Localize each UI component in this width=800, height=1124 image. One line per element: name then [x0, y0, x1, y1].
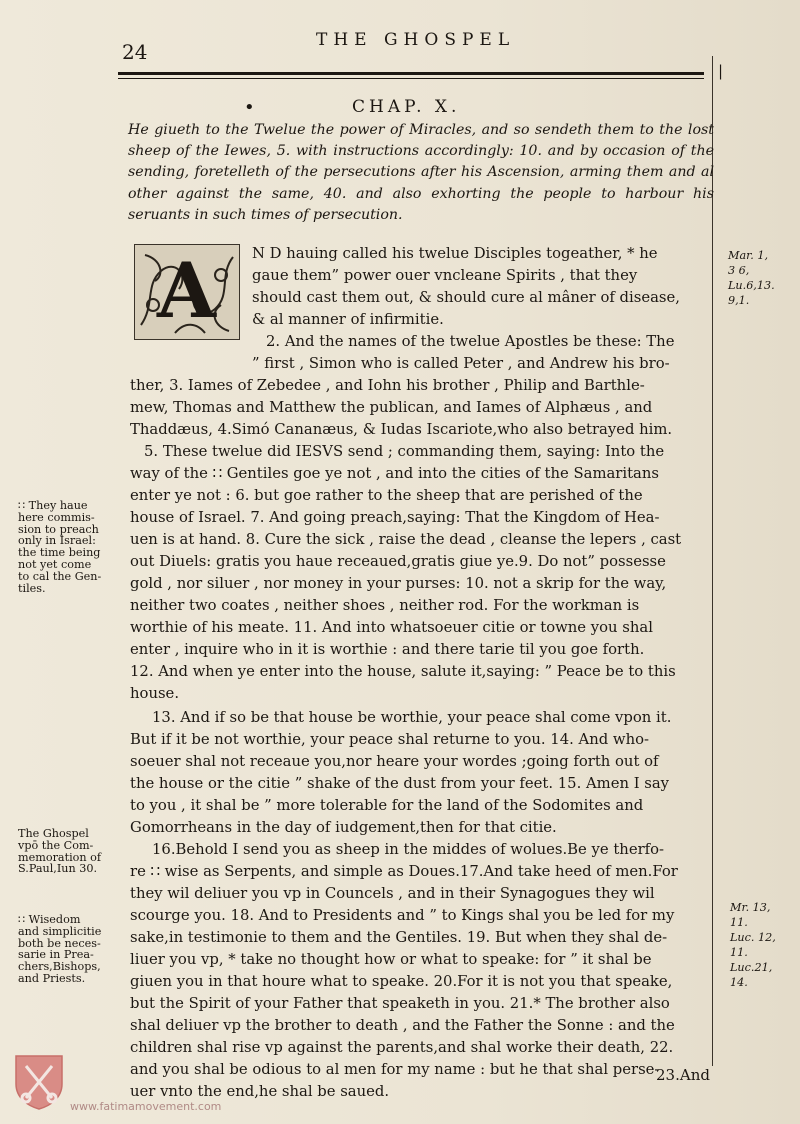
text-line: uen is at hand. 8. Cure the sick , raise the dead , cleanse the lepers , cast	[130, 531, 682, 548]
header-rule-thin	[118, 78, 704, 79]
text-line: re ∷ wise as Serpents, and simple as Doues.17.And take heed of men.For	[130, 863, 678, 880]
drop-cap-letter: A	[157, 246, 216, 335]
text-line: house.	[130, 685, 180, 702]
cross-reference-mark	[728, 248, 775, 308]
catchword: 23.And	[656, 1066, 710, 1084]
reference-line: 9,1.	[728, 294, 750, 307]
margin-note-line: ∷ Wisedom	[18, 913, 81, 926]
text-line: 2. And the names of the twelue Apostles be these: The	[266, 333, 675, 350]
text-line: & al manner of infirmitie.	[252, 311, 444, 328]
margin-note-line: only in Israel:	[18, 534, 96, 548]
text-line: the house or the citie ” shake of the dust from your feet. 15. Amen I say	[130, 775, 670, 792]
margin-tick: |	[718, 62, 724, 80]
text-line: way of the ∷ Gentiles goe ye not , and into the cities of the Samaritans	[130, 465, 659, 482]
margin-note-line: The Ghospel	[18, 827, 89, 840]
chapter-heading: CHAP. X.	[352, 97, 461, 117]
margin-note-line: and simplicitie	[18, 924, 102, 938]
text-line: children shal rise vp against the parents,and shal worke their death, 22.	[130, 1039, 674, 1056]
text-line: 12. And when ye enter into the house, salute it,saying: ” Peace be to this	[130, 663, 676, 680]
text-line: gold , nor siluer , nor money in your purses: 10. not a skrip for the way,	[130, 575, 667, 592]
reference-line: Mar. 1,	[728, 249, 769, 262]
reference-line: 11.	[730, 916, 748, 929]
text-line: they wil deliuer you vp in Councels , and in their Synagogues they wil	[130, 885, 655, 902]
margin-note-line: not yet come	[18, 557, 92, 571]
drop-cap	[134, 244, 240, 340]
margin-note-line: here commis-	[18, 510, 95, 524]
text-line: neither two coates , neither shoes , neither rod. For the workman is	[130, 597, 640, 614]
text-line: and you shal be odious to al men for my name : but he that shal perse-	[130, 1061, 660, 1078]
text-line: ther, 3. Iames of Zebedee , and Iohn his brother , Philip and Barthle-	[130, 377, 645, 394]
text-line: 5. These twelue did IESVS send ; commanding them, saying: Into the	[144, 443, 665, 460]
chapter-summary: He giueth to the Twelue the power of Miracles, and so sendeth them to the lost sheep of the Iewes, 5. with instructions accordingly: 10. and by occasion of the sending, foretelleth of the persecutions after his Ascension, arming them and al other against the same, 40. and also exhorting the people to harbour his seruants in such times of persecution.	[128, 122, 714, 223]
text-line: out Diuels: gratis you haue receaued,gratis giue ye.9. Do not” possesse	[130, 553, 666, 570]
text-line: 13. And if so be that house be worthie, your peace shal come vpon it.	[152, 709, 672, 726]
cross-reference-matthew	[730, 900, 776, 990]
text-line: gaue them” power ouer vncleane Spirits , that they	[252, 267, 638, 284]
margin-note-line: ∷ They haue	[18, 499, 88, 512]
margin-note-wisdom	[18, 914, 101, 985]
text-line: should cast them out, & should cure al mâner of disease,	[252, 289, 680, 306]
text-line: soeuer shal not receaue you,nor heare your wordes ;going forth out of	[130, 753, 659, 770]
text-line: liuer you vp, * take no thought how or what to speake: for ” it shal be	[130, 951, 652, 968]
margin-note-line: and Priests.	[18, 971, 86, 985]
margin-note-line: vpō the Com-	[18, 838, 94, 852]
margin-note-line: to cal the Gen-	[18, 569, 102, 583]
reference-line: 11.	[730, 946, 748, 959]
text-line: Thaddæus, 4.Simó Cananæus, & Iudas Iscariote,who also betrayed him.	[130, 421, 673, 438]
text-line: N D hauing called his twelue Disciples togeather, * he	[252, 245, 658, 262]
text-line: uer vnto the end,he shal be saued.	[130, 1083, 390, 1100]
papal-keys-shield-icon	[14, 1054, 64, 1110]
margin-note-line: sion to preach	[18, 522, 99, 536]
margin-note-line: both be neces-	[18, 936, 101, 950]
header-rule	[118, 72, 704, 75]
text-line: enter , inquire who in it is worthie : and there tarie til you goe forth.	[130, 641, 645, 658]
text-line: mew, Thomas and Matthew the publican, and Iames of Alphæus , and	[130, 399, 653, 416]
text-line: to you , it shal be ” more tolerable for the land of the Sodomites and	[130, 797, 644, 814]
chapter-ornament: •	[244, 97, 255, 118]
text-line: but the Spirit of your Father that speaketh in you. 21.* The brother also	[130, 995, 670, 1012]
watermark-url[interactable]: www.fatimamovement.com	[70, 1100, 222, 1113]
text-line: giuen you in that houre what to speake. 20.For it is not you that speake,	[130, 973, 673, 990]
text-line: house of Israel. 7. And going preach,saying: That the Kingdom of Hea-	[130, 509, 660, 526]
reference-line: Luc. 12,	[730, 931, 776, 944]
text-line: enter ye not : 6. but goe rather to the sheep that are perished of the	[130, 487, 643, 504]
text-line: ” first , Simon who is called Peter , and Andrew his bro-	[252, 355, 670, 372]
text-line: worthie of his meate. 11. And into whatsoeuer citie or towne you shal	[130, 619, 653, 636]
margin-note-line: the time being	[18, 546, 101, 560]
margin-note-line: memoration of	[18, 850, 102, 864]
text-line: sake,in testimonie to them and the Gentiles. 19. But when they shal de-	[130, 929, 668, 946]
text-line: Gomorrheans in the day of iudgement,then for that citie.	[130, 819, 557, 836]
page-number: 24	[122, 40, 148, 64]
margin-note-gospel	[18, 828, 101, 875]
reference-line: Luc.21,	[730, 961, 773, 974]
text-line: 16.Behold I send you as sheep in the middes of wolues.Be ye therfo-	[152, 841, 665, 858]
margin-note-line: S.Paul,Iun 30.	[18, 862, 98, 876]
margin-note-israel	[18, 500, 101, 594]
margin-note-line: chers,Bishops,	[18, 960, 101, 974]
margin-note-line: sarie in Prea-	[18, 948, 94, 962]
reference-line: Mr. 13,	[730, 901, 771, 914]
text-line: shal deliuer vp the brother to death , and the Father the Sonne : and the	[130, 1017, 675, 1034]
running-head: THE GHOSPEL	[316, 30, 516, 50]
margin-note-line: tiles.	[18, 581, 46, 595]
reference-line: 14.	[730, 976, 748, 989]
text-line: But if it be not worthie, your peace shal returne to you. 14. And who-	[130, 731, 650, 748]
reference-line: Lu.6,13.	[728, 279, 775, 292]
text-line: scourge you. 18. And to Presidents and ” to Kings shal you be led for my	[130, 907, 675, 924]
reference-line: 3 6,	[728, 264, 750, 277]
